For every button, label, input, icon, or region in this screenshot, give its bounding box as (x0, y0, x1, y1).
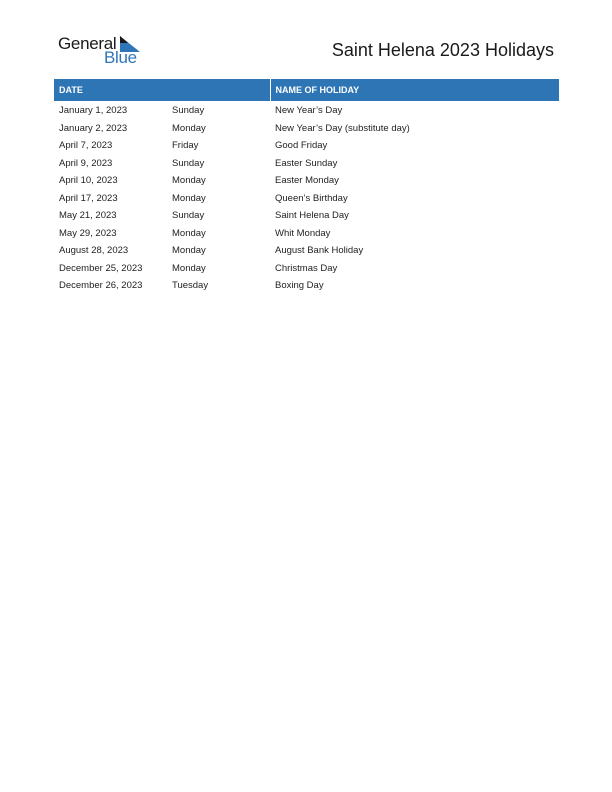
holiday-date: August 28, 2023 (59, 245, 129, 256)
page-title: Saint Helena 2023 Holidays (331, 40, 554, 60)
holiday-table (54, 79, 559, 295)
holiday-day: Sunday (172, 157, 205, 169)
holiday-date: December 25, 2023 (59, 262, 143, 274)
holiday-day: Tuesday (172, 280, 209, 291)
holiday-day: Monday (172, 122, 206, 134)
table-row (54, 137, 559, 155)
table-header-row (54, 79, 559, 101)
holiday-name: Queen’s Birthday (275, 192, 348, 204)
holiday-day: Friday (172, 140, 199, 151)
holiday-day: Monday (172, 245, 206, 256)
holiday-date: April 7, 2023 (59, 140, 113, 151)
table-row (54, 225, 559, 243)
holiday-name: Christmas Day (275, 262, 338, 274)
logo-blue-text: Blue (104, 48, 137, 67)
holiday-day: Monday (172, 175, 206, 186)
holiday-date: April 17, 2023 (59, 192, 118, 204)
holiday-date: January 1, 2023 (59, 105, 128, 116)
table-row (54, 120, 559, 138)
holiday-day: Monday (172, 227, 206, 239)
holiday-date: April 10, 2023 (59, 175, 118, 186)
holiday-date: December 26, 2023 (59, 280, 143, 291)
logo-general-text: General (58, 34, 117, 53)
holiday-name: Good Friday (275, 140, 328, 151)
holiday-date: May 21, 2023 (59, 210, 117, 221)
holiday-name: Easter Sunday (275, 157, 338, 169)
holiday-name: Boxing Day (275, 280, 324, 291)
table-row (54, 207, 559, 225)
table-row (54, 155, 559, 173)
holiday-name: Saint Helena Day (275, 210, 349, 221)
holiday-name: Whit Monday (275, 227, 331, 239)
holiday-day: Monday (172, 192, 206, 204)
holiday-day: Monday (172, 262, 206, 274)
holiday-day: Sunday (172, 210, 205, 221)
table-row (54, 101, 559, 120)
column-header-date: DATE (54, 79, 270, 101)
table-row (54, 172, 559, 190)
table-row (54, 190, 559, 208)
holiday-name: Easter Monday (275, 175, 339, 186)
table-row (54, 260, 559, 278)
table-row (54, 242, 559, 260)
holiday-day: Sunday (172, 105, 205, 116)
holiday-name: New Year’s Day (substitute day) (275, 122, 410, 134)
column-header-name: NAME OF HOLIDAY (270, 79, 559, 101)
holiday-date: April 9, 2023 (59, 157, 113, 169)
holiday-name: August Bank Holiday (275, 245, 364, 256)
holiday-date: January 2, 2023 (59, 122, 128, 134)
holiday-date: May 29, 2023 (59, 227, 117, 239)
table-row (54, 277, 559, 295)
holiday-name: New Year’s Day (275, 105, 343, 116)
logo (58, 34, 148, 68)
